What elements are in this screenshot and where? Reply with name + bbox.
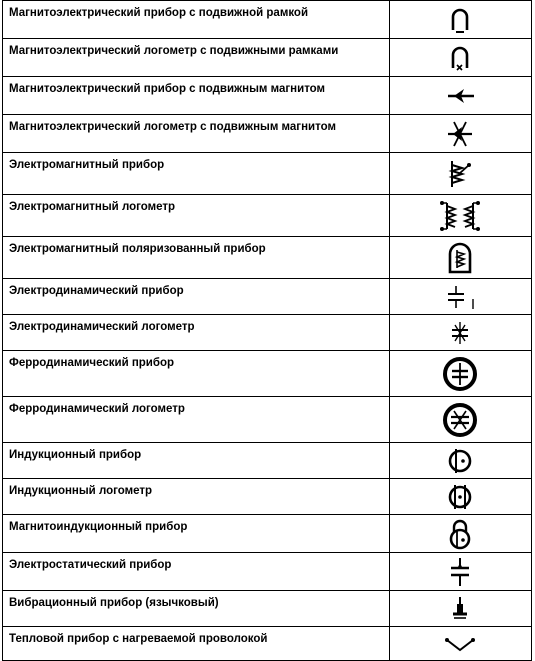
- row-name: Магнитоиндукционный прибор: [3, 515, 390, 553]
- moving-magnet-ratiometer-icon: [442, 117, 478, 151]
- induction-ratiometer-icon: [445, 481, 475, 513]
- table-row: [3, 1, 532, 39]
- row-name: Электродинамический логометр: [3, 315, 390, 351]
- moving-magnet-icon: [442, 81, 478, 111]
- table-row: [3, 351, 532, 397]
- row-name: Электромагнитный прибор: [3, 153, 390, 195]
- row-name: Магнитоэлектрический прибор с подвижной рамкой: [3, 1, 390, 39]
- row-name: Вибрационный прибор (язычковый): [3, 591, 390, 627]
- moving-coil-ratiometer-icon: [445, 42, 475, 74]
- table-row: [3, 315, 532, 351]
- row-name: Магнитоэлектрический логометр с подвижными рамками: [3, 39, 390, 77]
- table-row: [3, 279, 532, 315]
- hot-wire-icon: [442, 632, 478, 656]
- table-row: [3, 39, 532, 77]
- row-name: Электродинамический прибор: [3, 279, 390, 315]
- table-row: [3, 397, 532, 443]
- ferrodynamic-icon: [441, 355, 479, 393]
- electrostatic-icon: [445, 555, 475, 589]
- table-row: [3, 153, 532, 195]
- row-name: Ферродинамический прибор: [3, 351, 390, 397]
- table-row: [3, 237, 532, 279]
- table-row: [3, 195, 532, 237]
- table-row: [3, 591, 532, 627]
- magneto-induction-icon: [445, 517, 475, 551]
- induction-icon: [445, 445, 475, 477]
- electromagnetic-ratiometer-icon: [437, 198, 483, 234]
- table-row: [3, 553, 532, 591]
- electrodynamic-ratiometer-icon: [445, 319, 475, 347]
- table-row: [3, 77, 532, 115]
- ferrodynamic-ratiometer-icon: [441, 401, 479, 439]
- row-name: Магнитоэлектрический логометр с подвижным магнитом: [3, 115, 390, 153]
- vibration-reed-icon: [445, 594, 475, 624]
- row-name: Электромагнитный поляризованный прибор: [3, 237, 390, 279]
- row-name: Индукционный логометр: [3, 479, 390, 515]
- table-row: [3, 115, 532, 153]
- table-row: [3, 479, 532, 515]
- moving-coil-icon: [445, 4, 475, 36]
- row-name: Индукционный прибор: [3, 443, 390, 479]
- polarized-electromagnetic-icon: [445, 240, 475, 276]
- electromagnetic-icon: [442, 157, 478, 191]
- row-name: Ферродинамический логометр: [3, 397, 390, 443]
- row-name: Тепловой прибор с нагреваемой проволокой: [3, 627, 390, 661]
- instrument-symbols-table: [2, 0, 532, 661]
- table-row: [3, 443, 532, 479]
- row-name: Электростатический прибор: [3, 553, 390, 591]
- row-name: Магнитоэлектрический прибор с подвижным магнитом: [3, 77, 390, 115]
- row-name: Электромагнитный логометр: [3, 195, 390, 237]
- table-row: [3, 627, 532, 661]
- electrodynamic-icon: [440, 283, 480, 311]
- table-row: [3, 515, 532, 553]
